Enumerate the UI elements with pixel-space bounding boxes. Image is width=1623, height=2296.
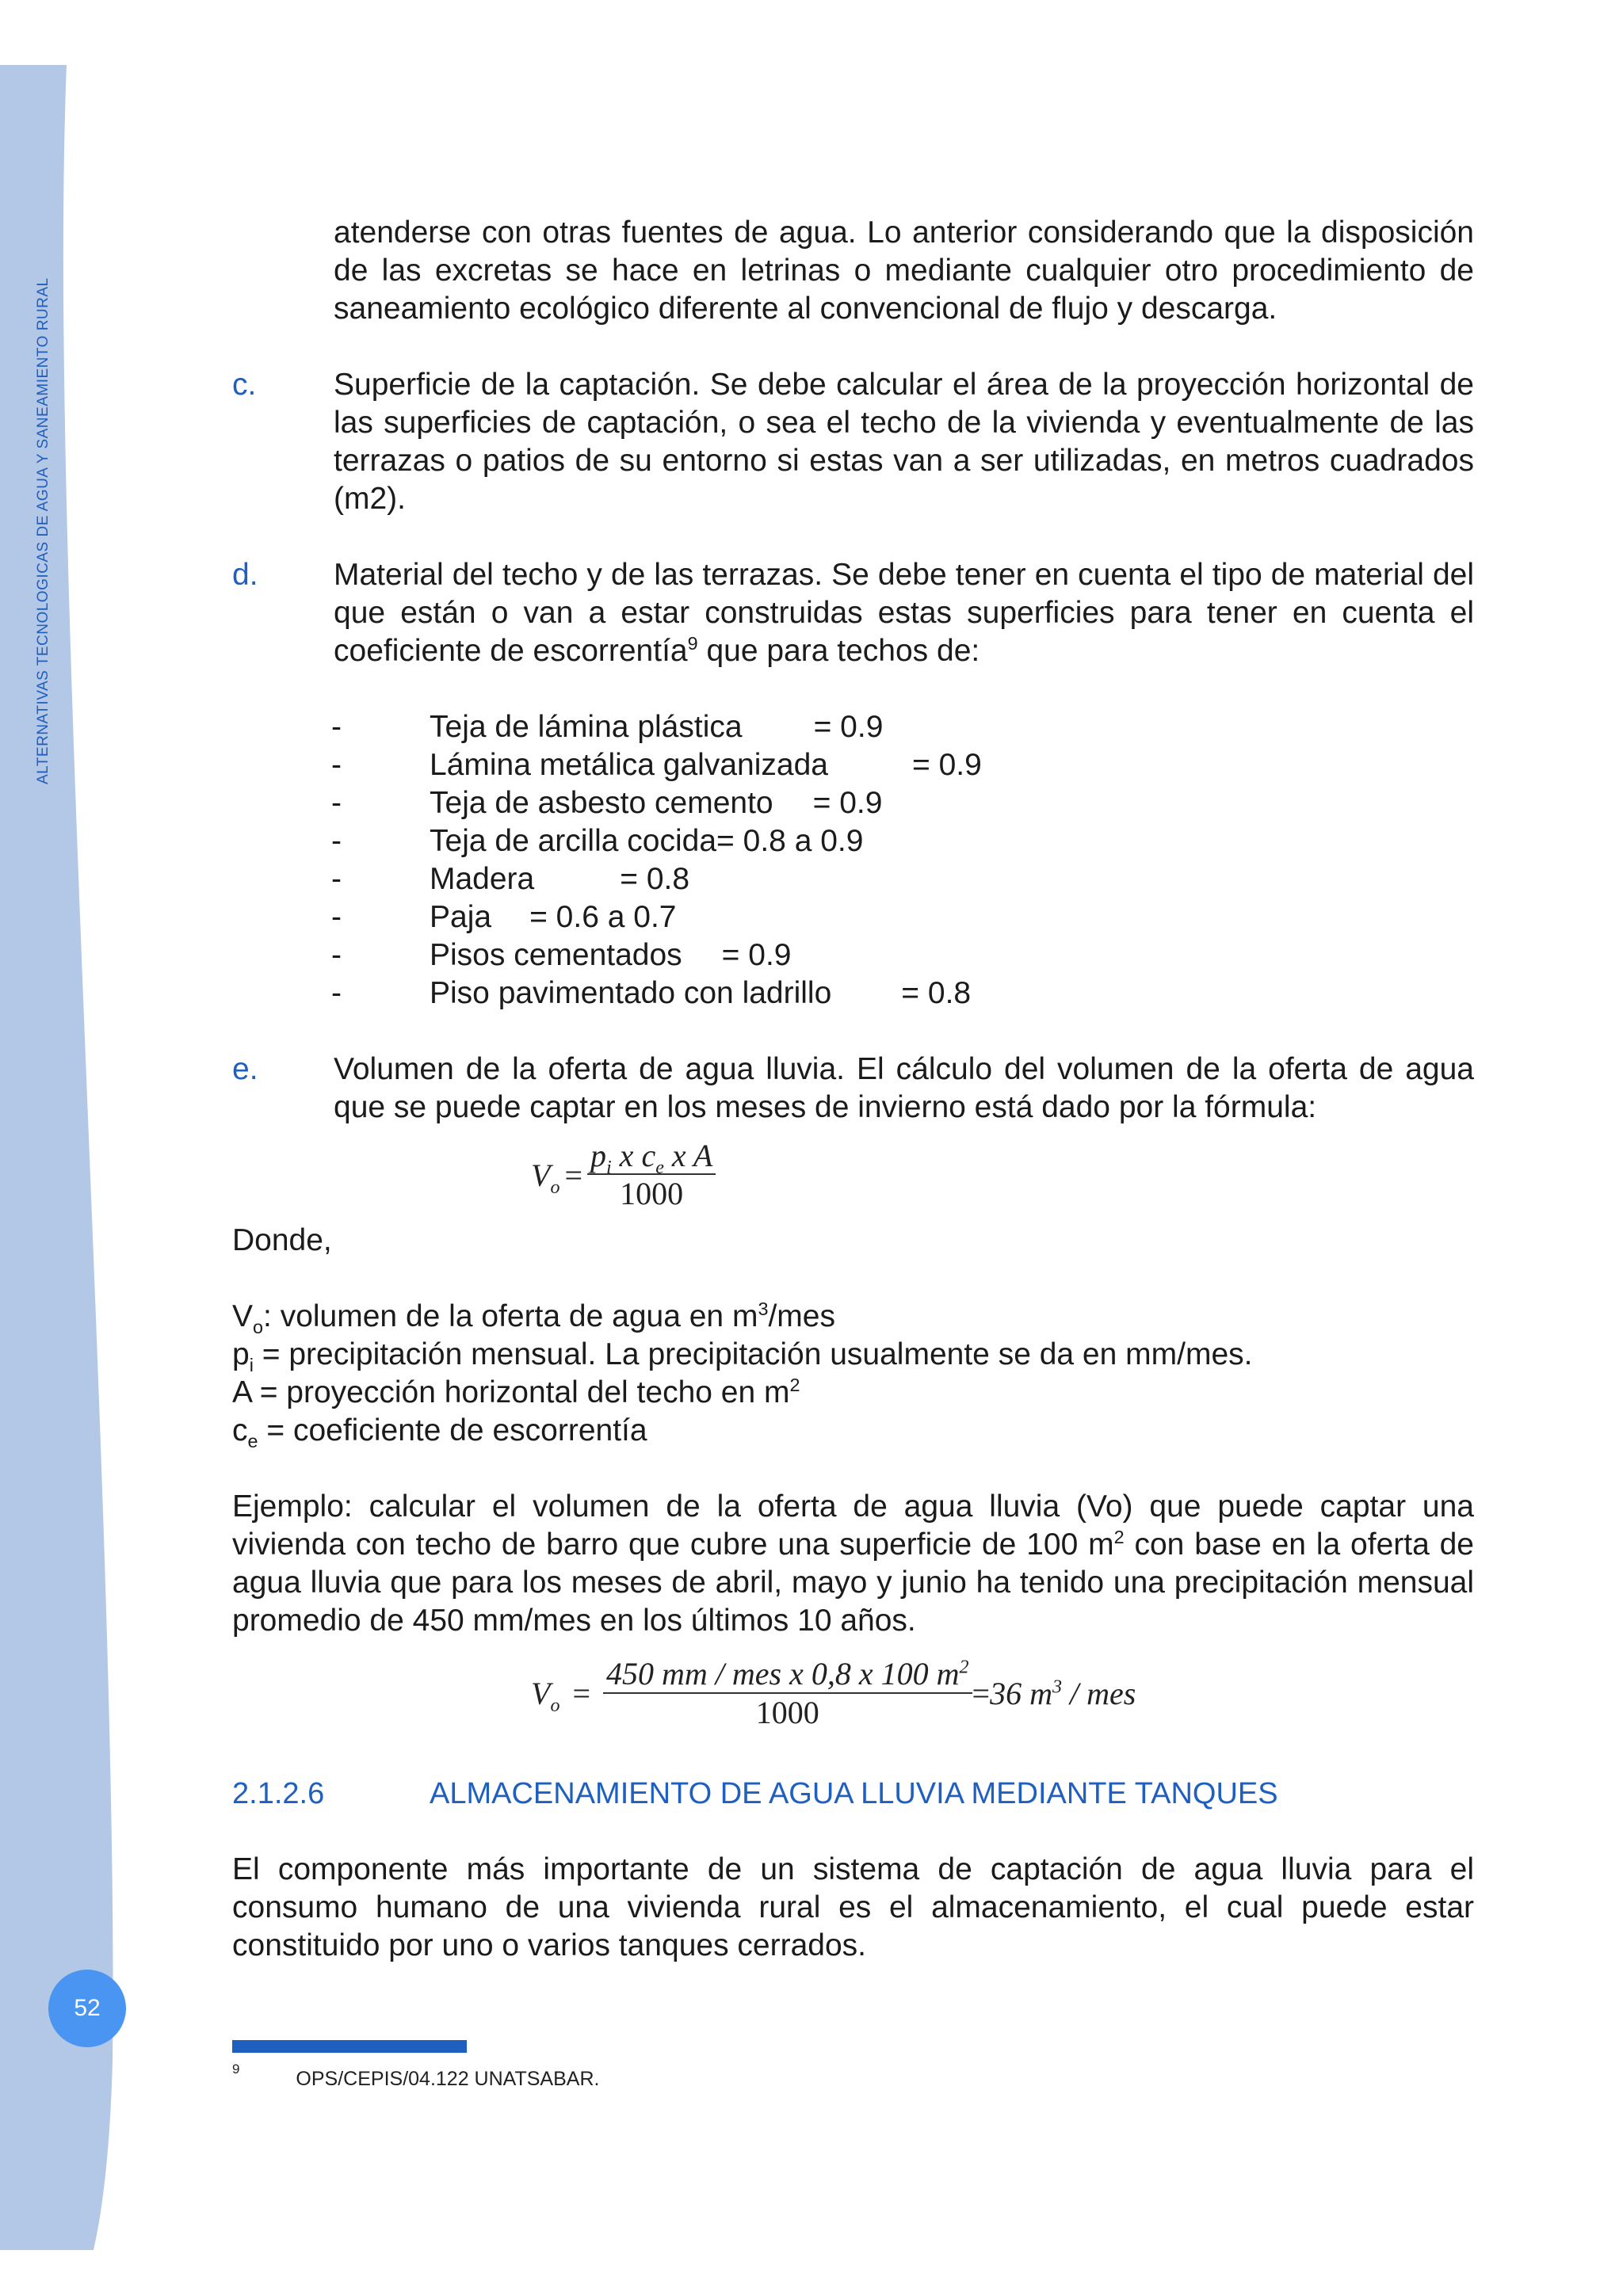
footnote-marker: 9 <box>232 2061 240 2077</box>
definition-a: A = proyección horizontal del techo en $m^2$ <box>232 1375 800 1409</box>
definitions-list <box>232 1298 1474 1450</box>
list-item-c <box>232 366 1474 518</box>
list-text-e: Volumen de la oferta de agua lluvia. El cálculo del volumen de la oferta de agua que se puede captar en los meses de invierno está dado por la fórmula: <box>334 1052 1474 1124</box>
list-text-d: Material del techo y de las terrazas. Se debe tener en cuenta el tipo de material del que están o van a estar construidas estas superficies para tener en cuenta el coeficiente de escorrentía <box>334 558 1474 668</box>
list-letter-e: e. <box>232 1052 258 1086</box>
formula-numerator: $p_i$ x $c_e$ x A <box>590 1138 713 1178</box>
coefficient-label: Paja <box>430 900 492 934</box>
coefficient-label: Lámina metálica galvanizada <box>430 748 828 782</box>
coefficient-value: = 0.8 a 0.9 <box>716 824 864 858</box>
intro-paragraph: atenderse con otras fuentes de agua. Lo anterior considerando que la disposición de las excretas se hace en letrinas o mediante cualquier otro procedimiento de saneamiento ecológico diferente al convencional de flujo y descarga. <box>334 215 1474 326</box>
footnote-text: OPS/CEPIS/04.122 UNATSABAR. <box>296 2068 600 2090</box>
coefficient-row <box>232 822 1474 860</box>
formula-denominator: 1000 <box>620 1176 684 1211</box>
formula-example <box>531 1648 1474 1740</box>
list-item-e <box>232 1051 1474 1127</box>
dash: - <box>331 786 342 820</box>
list-letter-c: c. <box>232 368 257 402</box>
coefficient-value: = 0.9 <box>911 748 982 782</box>
coefficient-label: Piso pavimentado con ladrillo <box>430 976 832 1010</box>
coefficient-row <box>232 784 1474 822</box>
coefficient-value: = 0.8 <box>620 862 690 896</box>
formula2-numerator: 450 mm / mes x 0,8 x 100 $m^2$ <box>606 1656 969 1691</box>
dash: - <box>331 748 342 782</box>
coefficient-label: Pisos cementados <box>430 938 682 972</box>
formula2-fraction <box>603 1656 972 1732</box>
formula2-denominator: 1000 <box>755 1695 819 1730</box>
coefficient-row <box>232 746 1474 784</box>
coefficient-row <box>232 936 1474 974</box>
coefficient-row <box>232 708 1474 746</box>
coefficient-value: = 0.8 <box>901 976 972 1010</box>
coefficient-row <box>232 898 1474 936</box>
formula-fraction <box>587 1138 716 1213</box>
dash: - <box>331 710 342 744</box>
dash: - <box>331 938 342 972</box>
page-content <box>232 214 1474 1965</box>
sidebar-title: ALTERNATIVAS TECNOLOGICAS DE AGUA Y SANEAMIENTO RURAL <box>35 277 52 784</box>
formula2-result: =36 $m^3$ / mes <box>972 1676 1136 1711</box>
coefficient-label: Teja de lámina plástica <box>430 710 743 744</box>
closing-paragraph: El componente más importante de un sistema de captación de agua lluvia para el consumo humano de una vivienda rural es el almacenamiento, el cual puede estar constituido por uno o varios tanques cerrados. <box>232 1852 1474 1962</box>
page-number-badge: 52 <box>48 1970 126 2047</box>
definition-pi: $p_i$ = precipitación mensual. La precipitación usualmente se da en mm/mes. <box>232 1337 1253 1375</box>
coefficient-value: = 0.9 <box>721 938 792 972</box>
definition-vo: $V_o$: volumen de la oferta de agua en $m^3$/mes <box>232 1299 835 1337</box>
list-item-d <box>232 556 1474 670</box>
list-text-d-tail: que para techos de: <box>697 634 980 668</box>
dash: - <box>331 976 342 1010</box>
coefficient-list <box>232 708 1474 1013</box>
formula-equals: = <box>564 1158 582 1193</box>
formula-volume <box>531 1131 1474 1220</box>
section-heading <box>232 1775 1474 1813</box>
dash: - <box>331 900 342 934</box>
coefficient-row <box>232 860 1474 898</box>
coefficient-row <box>232 974 1474 1013</box>
dash: - <box>331 862 342 896</box>
formula2-equals: = <box>572 1676 590 1711</box>
donde-label: Donde, <box>232 1223 332 1257</box>
footnote-ref: 9 <box>687 633 698 654</box>
coefficient-value: = 0.9 <box>812 786 883 820</box>
coefficient-label: Madera <box>430 862 535 896</box>
dash: - <box>331 824 342 858</box>
definition-ce: $c_e$ = coeficiente de escorrentía <box>232 1413 647 1451</box>
example-paragraph: Ejemplo: calcular el volumen de la oferta de agua lluvia (Vo) que puede captar una vivienda con techo de barro que cubre una superficie de 100 $m^2$ con base en la oferta de agua lluvia que para los meses de abril, mayo y junio ha tenido una precipitación mensual promedio de 450 mm/mes en los últimos 10 años. <box>232 1489 1474 1638</box>
list-letter-d: d. <box>232 558 258 592</box>
section-number: 2.1.2.6 <box>232 1777 325 1810</box>
section-title: ALMACENAMIENTO DE AGUA LLUVIA MEDIANTE TANQUES <box>430 1777 1278 1810</box>
formula2-lhs: $V_o$ <box>531 1676 560 1716</box>
footnote-separator <box>232 2040 467 2053</box>
formula-lhs: $V_o$ <box>531 1158 560 1198</box>
coefficient-label: Teja de arcilla cocida <box>430 824 717 858</box>
coefficient-label: Teja de asbesto cemento <box>430 786 773 820</box>
footnote <box>232 2061 600 2091</box>
list-text-c: Superficie de la captación. Se debe calcular el área de la proyección horizontal de las superficies de captación, o sea el techo de la vivienda y eventualmente de las terrazas o patios de su entorno si estas van a ser utilizadas, en metros cuadrados (m2). <box>334 368 1474 516</box>
coefficient-value: = 0.6 a 0.7 <box>529 900 677 934</box>
sidebar-band <box>0 0 135 2296</box>
coefficient-value: = 0.9 <box>813 710 884 744</box>
